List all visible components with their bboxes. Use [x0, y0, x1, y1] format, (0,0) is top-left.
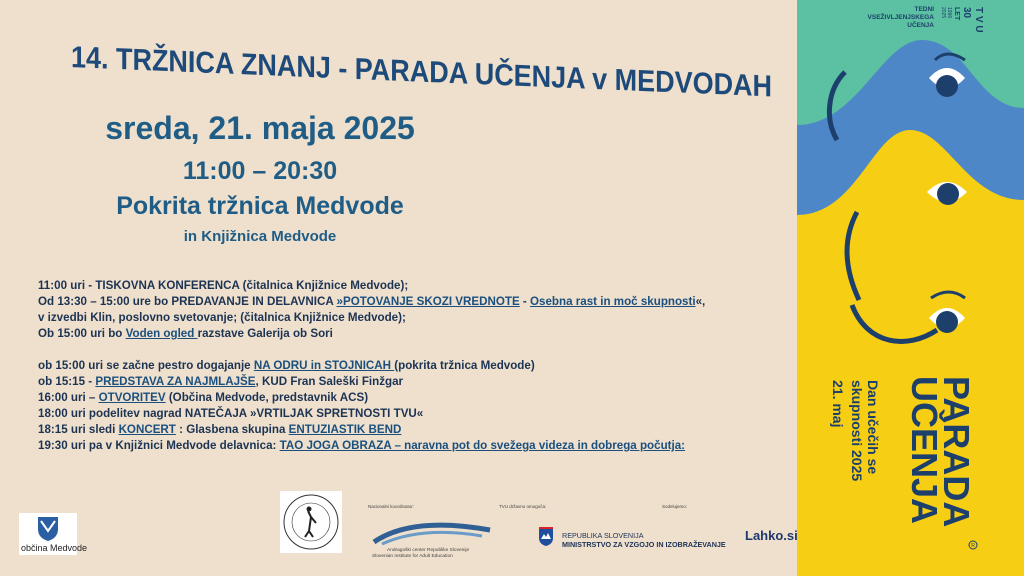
program-item	[38, 358, 798, 374]
tvu-logo-start-year: 1996	[946, 7, 952, 19]
sejalec-seal-icon	[280, 491, 342, 553]
program-item-text: 19:30 uri pa v Knjižnici Medvode delavnica:	[38, 439, 280, 452]
program-item-text: 11:00 uri - TISKOVNA KONFERENCA (čitalnica Knjižnice Medvode);	[38, 279, 409, 292]
link-na-odru[interactable]: NA ODRU in STOJNICAH	[253, 359, 395, 372]
program-item-text: : Glasbena skupina	[175, 423, 289, 436]
program-item	[38, 310, 798, 326]
program-list	[38, 278, 798, 454]
event-title-wordart	[68, 40, 788, 104]
partners-label: Sodelujemo:	[662, 504, 688, 509]
link-otvoritev[interactable]: OTVORITEV	[98, 391, 166, 404]
subtitle-date: 21. maj	[830, 380, 846, 428]
program-item-text: , KUD Fran Saleški Finžgar	[255, 375, 404, 388]
program-item-text: Ob 15:00 uri bo	[38, 327, 126, 340]
link-osebna-rast[interactable]: Osebna rast in moč skupnosti	[530, 295, 696, 308]
subtitle-line: Dan učečih se	[865, 380, 881, 475]
tvu-label-line: UČENJA	[907, 22, 934, 29]
obcina-crest-icon	[19, 513, 77, 543]
program-item-text: «,	[695, 295, 706, 308]
link-voden-ogled[interactable]: Voden ogled	[125, 327, 198, 340]
tvu-logo	[938, 5, 988, 51]
republic-label: REPUBLIKA SLOVENIJA	[562, 531, 644, 540]
parada-word: PARADA	[936, 376, 977, 528]
tvu-logo-years: 30	[961, 7, 972, 19]
tvu-label-line: VSEŽIVLJENJSKEGA	[867, 14, 934, 21]
program-item	[38, 374, 798, 390]
parada-subtitle	[826, 380, 882, 520]
link-koncert[interactable]: KONCERT	[118, 423, 176, 436]
program-item	[38, 390, 798, 406]
event-title	[68, 40, 788, 104]
program-item	[38, 278, 798, 294]
tvu-logo-let: LET	[953, 7, 960, 21]
national-coordinator-label: Nacionalni koordinator:	[368, 504, 415, 509]
slovenia-coat-of-arms-icon	[538, 527, 554, 547]
tvu-logo-letters: T V U	[973, 7, 984, 33]
tvu-label	[840, 6, 934, 30]
event-date: sreda, 21. maja 2025	[105, 110, 415, 146]
program-item-text: v izvedbi Klin, poslovno svetovanje; (čitalnica Knjižnice Medvode);	[38, 311, 406, 324]
program-item-text: 18:00 uri podelitev nagrad NATEČAJA »VRTILJAK SPRETNOSTI TVU«	[38, 407, 424, 420]
ministry-label: MINISTRSTVO ZA VZGOJO IN IZOBRAŽEVANJE	[562, 540, 726, 549]
acs-name: Andragoški center Republike Slovenije	[387, 548, 470, 553]
program-item	[38, 438, 798, 454]
program-item-text: -	[519, 295, 531, 308]
parada-ucenja-logo	[882, 376, 982, 548]
program-item-text: 18:15 uri sledi	[38, 423, 119, 436]
link-entuziastik-bend[interactable]: ENTUZIASTIK BEND	[288, 423, 402, 436]
spacer	[38, 342, 798, 358]
sejalec-society-logo	[280, 491, 342, 553]
ucenja-word: UČENJA	[904, 376, 945, 525]
link-potovanje-skozi-vrednote[interactable]: »POTOVANJE SKOZI VREDNOTE	[336, 295, 520, 308]
event-title-text: 14. TRŽNICA ZNANJ - PARADA UČENJA v MEDVODAH	[71, 40, 773, 104]
program-item	[38, 294, 798, 310]
svg-text:R: R	[971, 543, 975, 549]
program-item-text: (Občina Medvode, predstavnik ACS)	[165, 391, 369, 404]
event-time: 11:00 – 20:30	[182, 157, 338, 185]
obcina-medvode-label: občina Medvode	[21, 543, 88, 553]
program-item-text: razstave Galerija ob Sori	[197, 327, 333, 340]
program-item	[38, 326, 798, 342]
link-tao-joga[interactable]: TAO JOGA OBRAZA – naravna pot do svežega videza in dobrega počutja:	[279, 439, 686, 452]
acs-name-en: Slovenian Institute for Adult Education	[372, 554, 453, 559]
link-predstava[interactable]: PREDSTAVA ZA NAJMLAJŠE	[95, 375, 256, 388]
event-venue-secondary: in Knjižnica Medvode	[183, 228, 337, 245]
program-item-text: 16:00 uri –	[38, 391, 99, 404]
program-item	[38, 422, 798, 438]
event-venue: Pokrita tržnica Medvode	[116, 192, 404, 220]
program-item-text: Od 13:30 – 15:00 ure bo PREDAVANJE IN DELAVNICA	[38, 295, 337, 308]
tvu-logo-end-year: 2025	[940, 7, 946, 19]
acs-logo	[372, 512, 492, 548]
ministry-logo-text	[562, 531, 726, 549]
tvu-label-line: TEDNI	[914, 6, 934, 13]
program-item	[38, 406, 798, 422]
tvu-enabled-by-label: TVU državno omogoča:	[499, 504, 547, 509]
program-item-text: (pokrita tržnica Medvode)	[394, 359, 535, 372]
program-item-text: ob 15:00 uri se začne pestro dogajanje	[38, 359, 254, 372]
subtitle-line: skupnosti 2025	[849, 380, 865, 482]
program-item-text: ob 15:15 -	[38, 375, 96, 388]
lahko-si-logo: Lahko.si	[745, 528, 798, 543]
